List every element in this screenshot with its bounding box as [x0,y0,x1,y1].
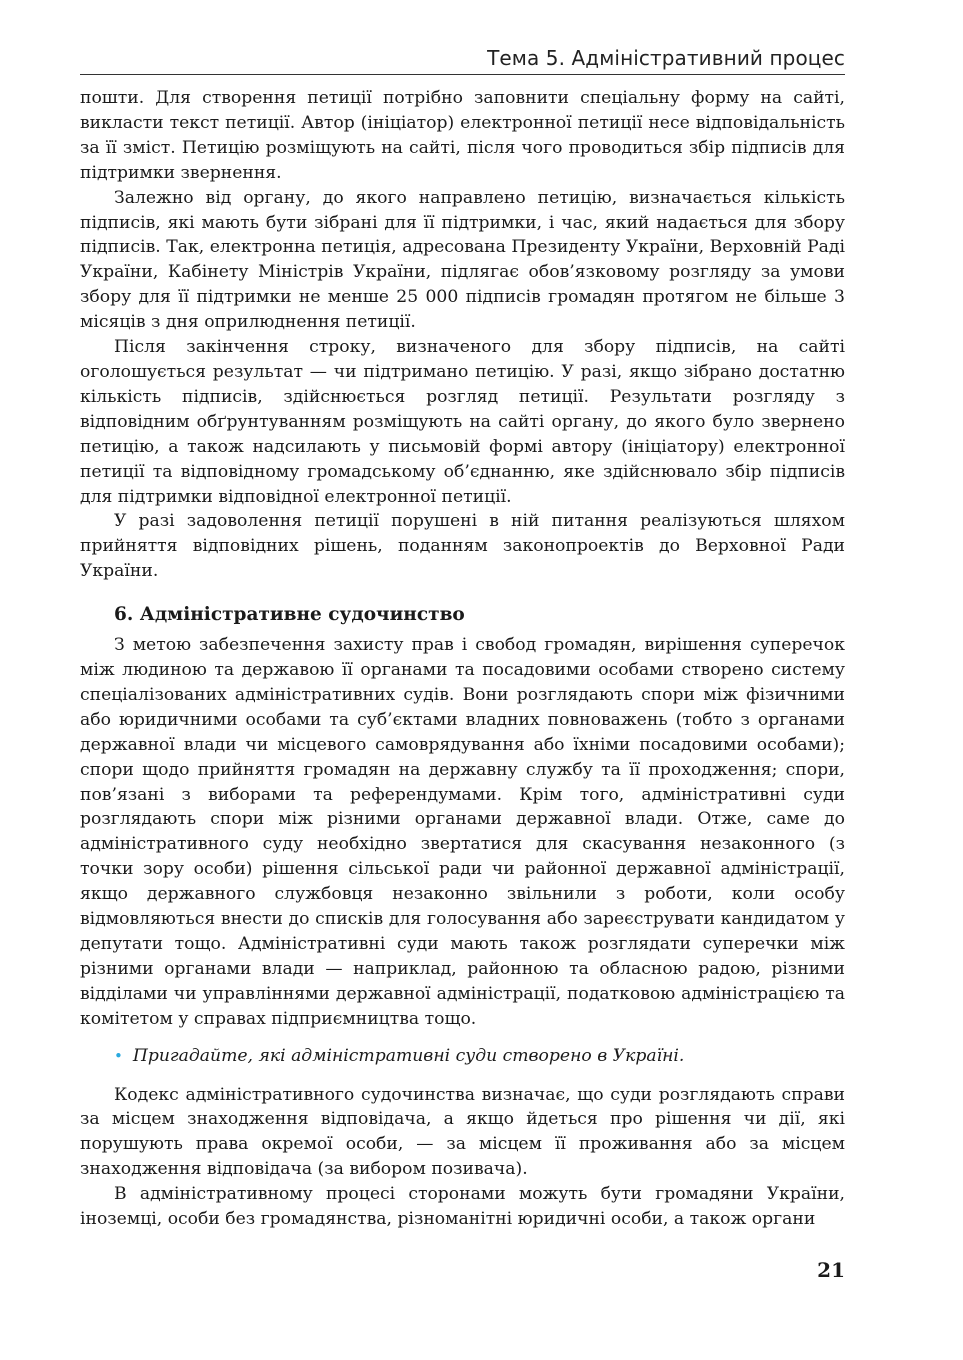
paragraph: У разі задоволення петиції порушені в ній питання реалізуються шляхом прийняття відповідних рішень, поданням законопроектів до Верховної Ради України. [80,511,845,582]
paragraph: В адміністративному процесі сторонами можуть бути громадяни України, іноземці, особи без громадянства, різноманітні юридичні особи, а також органи [80,1184,845,1230]
running-title: Тема 5. Адміністративний процес [487,46,845,70]
bullet-icon: • [114,1046,123,1065]
paragraph-continued: пошти. Для створення петиції потрібно заповнити спеціальну форму на сайті, викласти текст петиції. Автор (ініціатор) електронної петиції несе відповідальність за її зміст. Петицію розміщують на сайті, після чого проводиться збір підписів для підтримки звернення. [80,88,845,183]
reflection-task [80,1044,845,1069]
task-text: Пригадайте, які адміністративні суди створено в Україні. [132,1045,685,1066]
paragraph: Залежно від органу, до якого направлено петицію, визначається кількість підписів, які мають бути зібрані для її підтримки, і час, який надається для збору підписів. Так, електронна петиція, адресована Президенту України, Верховній Раді України, Кабінету Міністрів України, підлягає обов’язковому розгляду за умови збору для її підтримки не менше 25 000 підписів громадян протягом не більше 3 місяців з дня оприлюднення петиції. [80,187,845,333]
paragraph: З метою забезпечення захисту прав і свобод громадян, вирішення суперечок між людиною та державою її органами та посадовими особами створено систему спеціалізованих адміністративних судів. Вони розглядають спори між фізичними або юридичними особами та суб’єктами владних повноважень (тобто з органами державної влади чи місцевого самоврядування або їхніми посадовими особами); спори щодо прийняття громадян на державну службу та її проходження; спори, пов’язані з виборами та референдумами. Крім того, адміністративні суди розглядають спори між різними органами державної влади. Отже, саме до адміністративного суду необхідно звертатися для скасування незаконного (з точки зору особи) рішення сільської ради чи районної державної адміністрації, якщо державного службовця незаконно звільнили з роботи, коли особу відмовляються внести до списків для голосування або зареєструвати кандидатом у депутати тощо. Адміністративні суди мають також розглядати суперечки між різними органами влади — наприклад, районною та обласною радою, різними відділами чи управліннями державної адміністрації, податковою адміністрацією та комітетом у справах підприємництва тощо. [80,635,845,1029]
paragraph: Після закінчення строку, визначеного для збору підписів, на сайті оголошується результат — чи підтримано петицію. У разі, якщо зібрано достатню кількість підписів, здійснюється розгляд петиції. Результати розгляду з відповідним обґрунтуванням розміщують на сайті органу, до якого було звернено петицію, а також надсилають у письмовій формі автору (ініціатору) електронної петиції та відповідному громадському об’єднанню, яке здійснювало збір підписів для підтримки відповідної електронної петиції. [80,337,845,507]
page-content [80,86,845,1232]
section-heading: 6. Адміністративне судочинство [114,604,465,626]
header-rule [80,74,845,75]
page-number: 21 [817,1258,845,1282]
paragraph: Кодекс адміністративного судочинства визначає, що суди розглядають справи за місцем знаходження відповідача, а якщо йдеться про рішення чи дії, які порушують права окремої особи, — за місцем її проживання або за місцем знаходження відповідача (за вибором позивача). [80,1084,845,1180]
